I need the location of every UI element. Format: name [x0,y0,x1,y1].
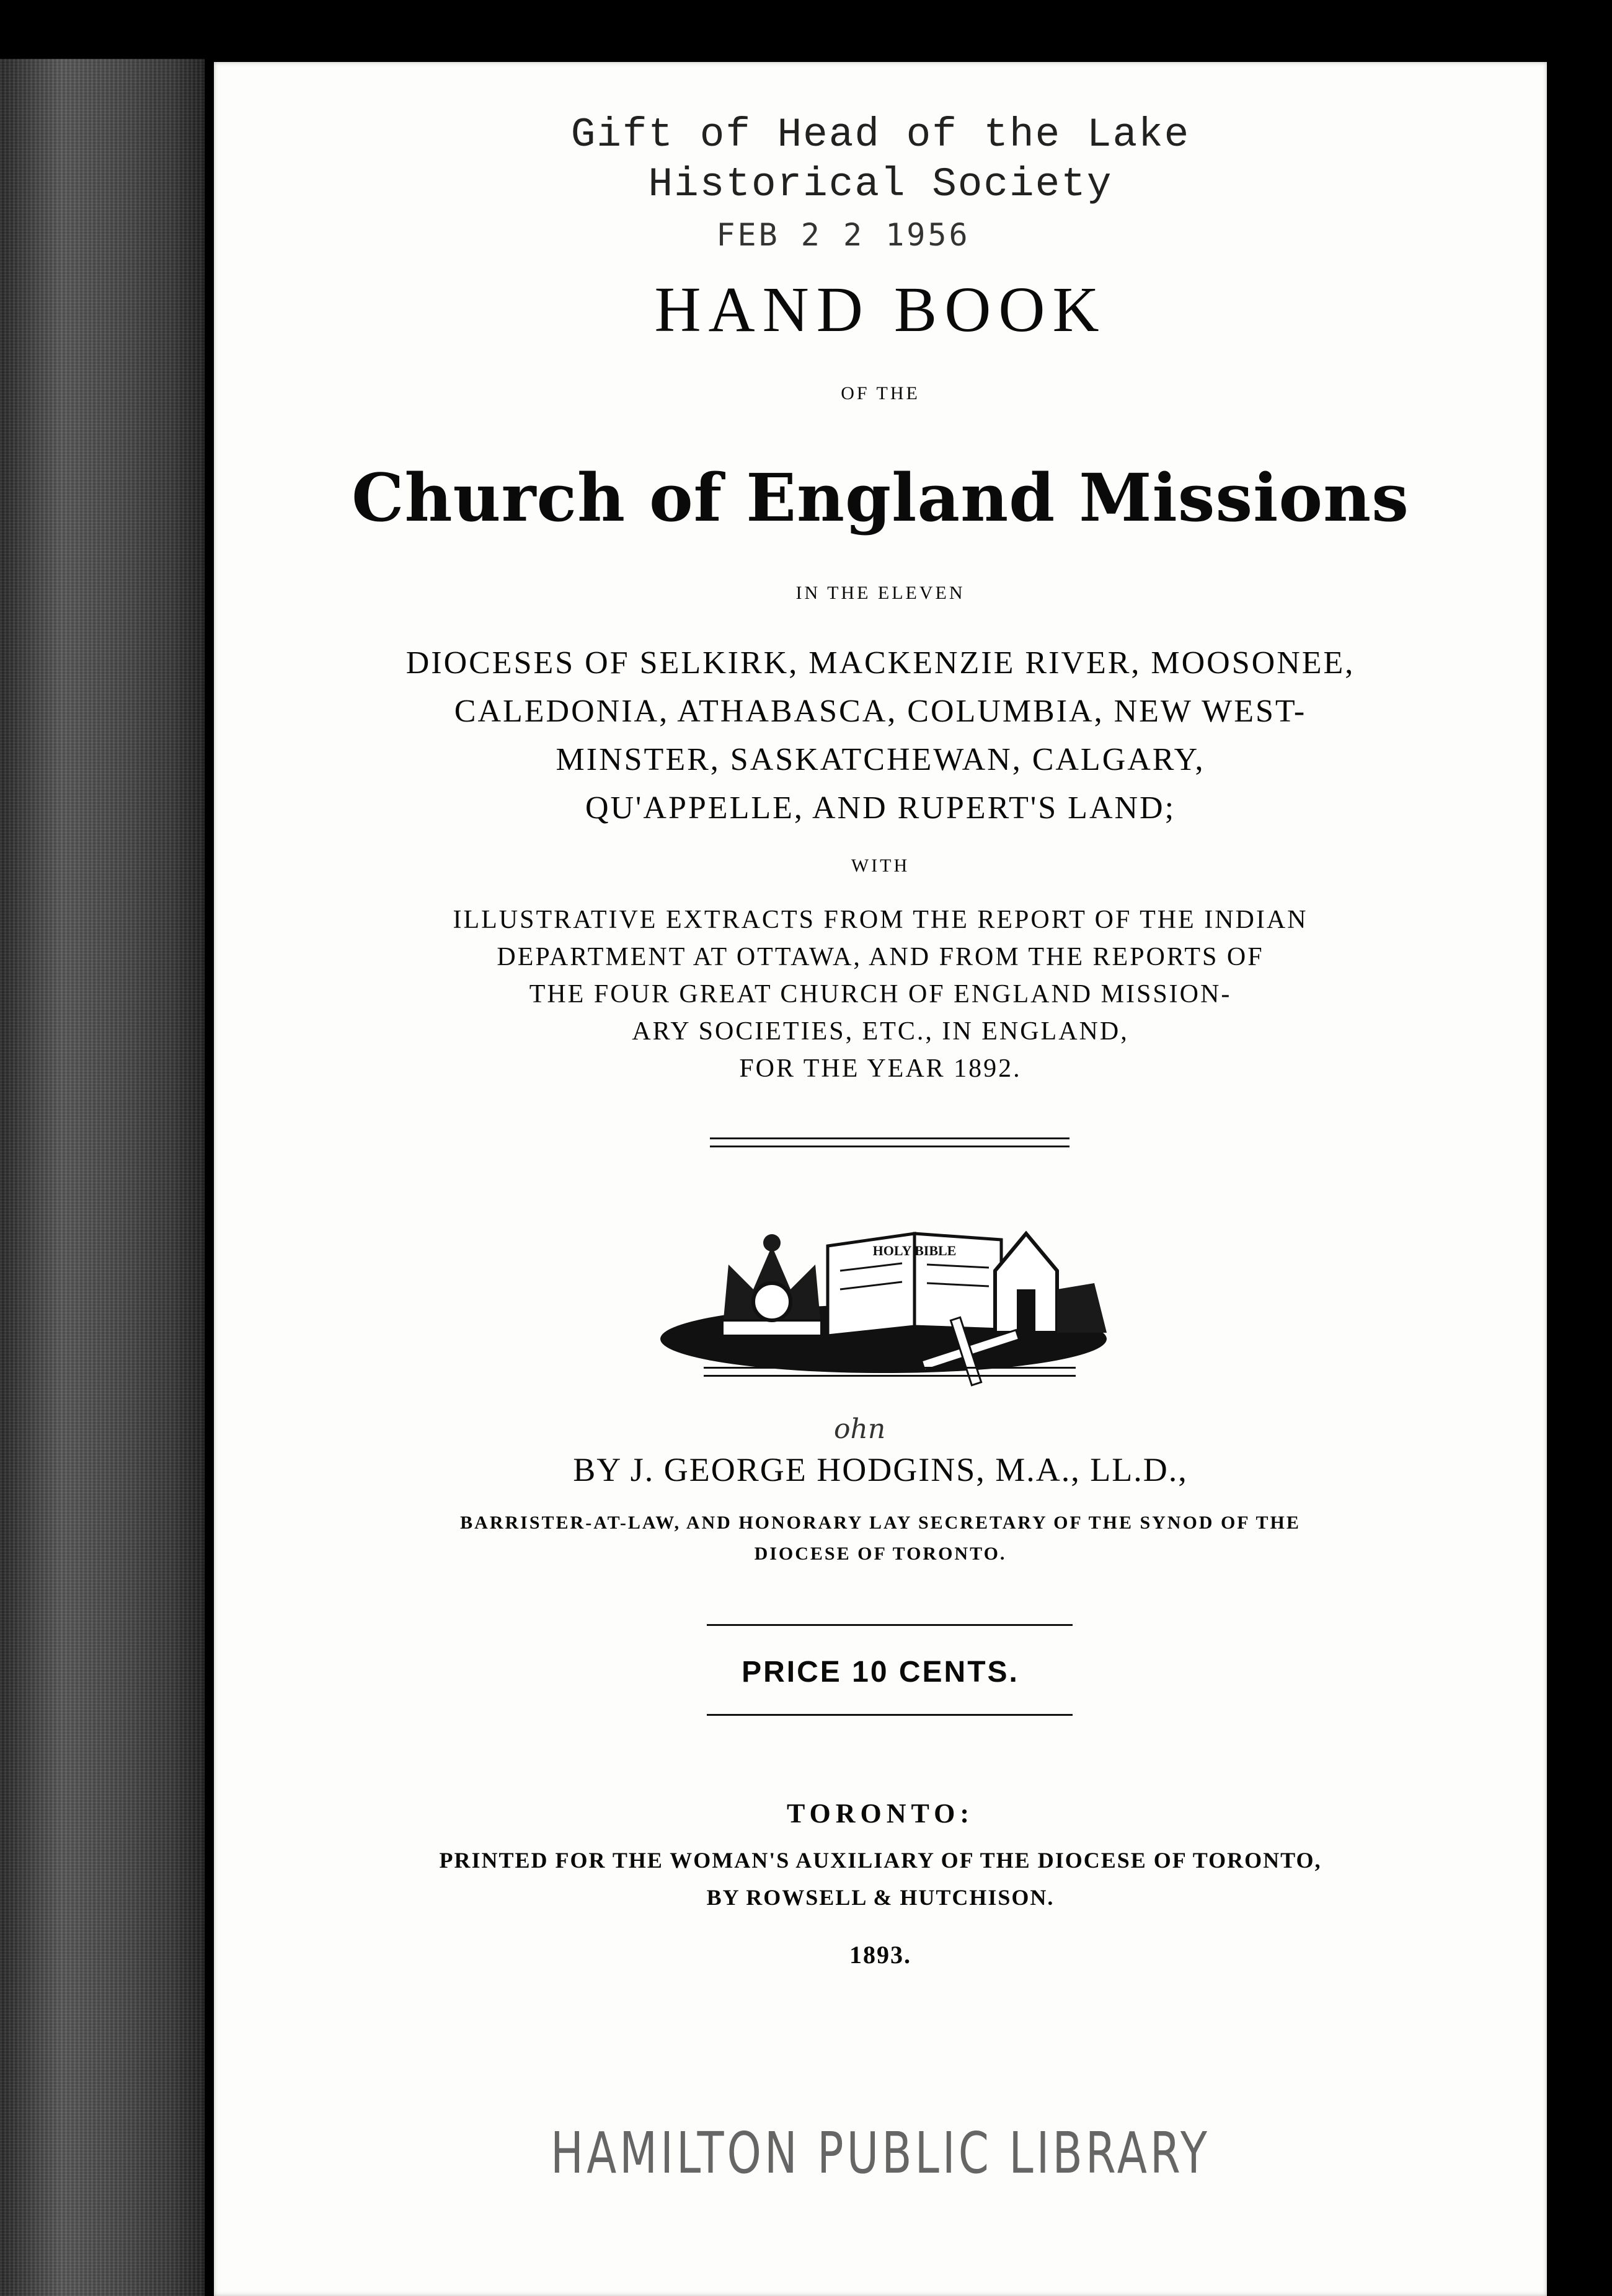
imprint-line-1: PRINTED FOR THE WOMAN'S AUXILIARY OF THE DIOCESE OF TORONTO, [439,1848,1322,1873]
imprint-place: TORONTO: [787,1798,974,1829]
rule-top-1 [710,1137,1070,1139]
date-stamp: FEB 2 2 1956 [716,217,970,253]
extracts-line-3: THE FOUR GREAT CHURCH OF ENGLAND MISSION- [529,980,1232,1009]
author-credentials-2: DIOCESE OF TORONTO. [754,1543,1007,1564]
dioceses-line-3: MINSTER, SASKATCHEWAN, CALGARY, [556,742,1205,777]
price-label: PRICE 10 CENTS. [742,1656,1019,1689]
author-credentials-1: BARRISTER-AT-LAW, AND HONORARY LAY SECRETARY OF THE SYNOD OF THE [460,1512,1301,1533]
dioceses-line-2: CALEDONIA, ATHABASCA, COLUMBIA, NEW WEST- [454,694,1307,729]
dioceses-line-1: DIOCESES OF SELKIRK, MACKENZIE RIVER, MOOSONEE, [405,645,1355,681]
extracts-line-1: ILLUSTRATIVE EXTRACTS FROM THE REPORT OF THE INDIAN [453,906,1308,934]
extracts-line-4: ARY SOCIETIES, ETC., IN ENGLAND, [632,1017,1129,1046]
dioceses-line-4: QU'APPELLE, AND RUPERT'S LAND; [585,790,1176,826]
rule-mid-2 [704,1375,1076,1377]
library-stamp: HAMILTON PUBLIC LIBRARY [551,2120,1210,2186]
rule-mid-1 [704,1367,1076,1369]
in-the-eleven-label: IN THE ELEVEN [795,583,965,603]
with-label: WITH [851,855,910,876]
extracts-line-5: FOR THE YEAR 1892. [739,1054,1022,1083]
book-spine [0,59,205,2296]
handwritten-annotation: ohn [834,1413,886,1445]
extracts-line-2: DEPARTMENT AT OTTAWA, AND FROM THE REPORTS OF [497,943,1264,971]
crown-icon [722,1234,822,1336]
rule-price-bottom [707,1714,1073,1716]
gift-stamp-line1: Gift of Head of the Lake [570,112,1190,158]
title-church-missions: Church of England Missions [352,459,1409,536]
rule-price-top [707,1624,1073,1626]
imprint-year: 1893. [849,1941,911,1969]
gift-stamp-line2: Historical Society [648,161,1113,208]
imprint-line-2: BY ROWSELL & HUTCHISON. [706,1885,1055,1910]
title-hand-book: HAND BOOK [654,274,1107,345]
of-the-label: OF THE [841,383,920,404]
bible-label: HOLY BIBLE [872,1243,957,1258]
rule-top-2 [710,1146,1070,1147]
title-page [214,62,1547,2296]
bible-icon [828,1234,1001,1336]
church-icon [995,1234,1107,1333]
author-line: BY J. GEORGE HODGINS, M.A., LL.D., [573,1451,1188,1488]
emblem-illustration [648,1178,1132,1389]
